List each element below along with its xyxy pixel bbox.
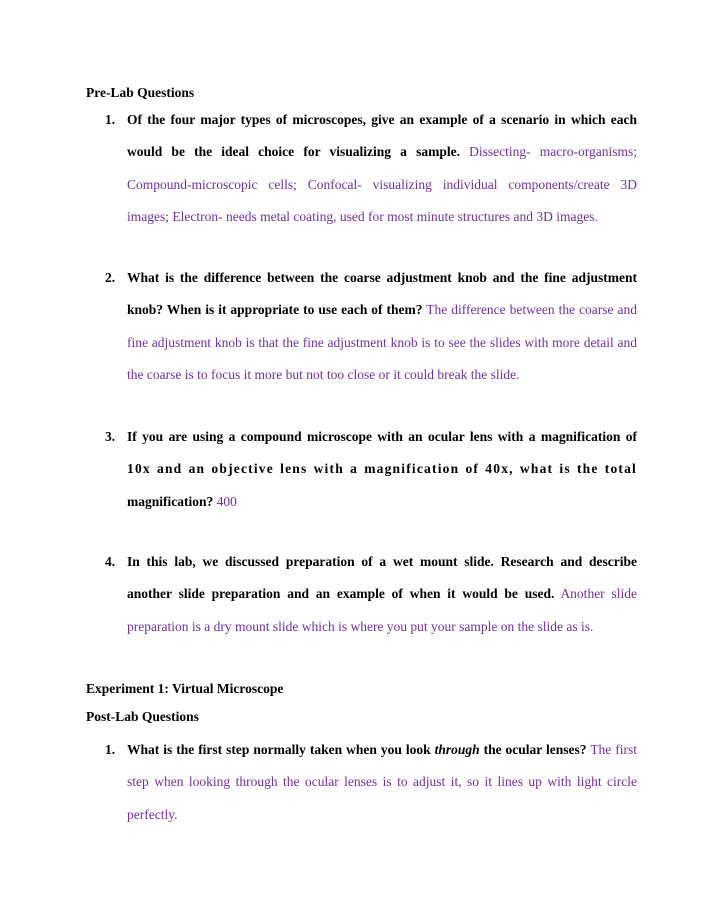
answer-text: 400 [216,493,237,509]
prelab-question-3 [86,429,637,518]
prelab-question-1 [86,112,637,234]
question-number: 3. [105,429,116,444]
postlab-heading: Post-Lab Questions [86,709,199,724]
answer-text: The first step when looking through the ocular lenses is to adjust it, so it lines up with light circle perfectly. [127,742,637,822]
question-number: 4. [105,554,116,569]
question-text: In this lab, we discussed preparation of a wet mount slide. Research and describe another slide preparation and an example of when it would be used. [127,554,637,602]
answer-text: The difference between the coarse and fine adjustment knob is that the fine adjustment knob is to see the slides with more detail and the coarse is to focus it more but not too close or it could break the slide. [127,302,637,383]
experiment-heading: Experiment 1: Virtual Microscope [86,681,284,696]
question-body [127,546,637,643]
question-text: Of the four major types of microscopes, give an example of a scenario in which each would be the ideal choice for visualizing a sample. [127,112,637,160]
postlab-question-1 [86,742,637,831]
question-body [127,104,637,234]
question-number: 1. [105,742,116,757]
question-text-line-3: magnification? [127,493,214,509]
question-body [127,421,637,518]
question-text-line-2: 10x and an objective lens with a magnification of 40x, what is the total [127,461,637,477]
question-text: What is the difference between the coarse adjustment knob and the fine adjustment knob? When is it appropriate to use each of them? [127,270,637,318]
question-text-before: What is the first step normally taken when you look [127,742,435,757]
question-number: 1. [105,112,116,127]
question-text-line-1: If you are using a compound microscope with an ocular lens with a magnification of [127,429,637,444]
question-text-emphasis: through [434,742,480,757]
answer-text: Dissecting- macro-organisms; Compound-microscopic cells; Confocal- visualizing individual components/create 3D images; Electron- needs metal coating, used for most minute structures and 3D images. [127,144,638,225]
answer-text: Another slide preparation is a dry mount slide which is where you put your sample on the slide as is. [127,586,637,634]
prelab-heading: Pre-Lab Questions [86,85,195,100]
question-number: 2. [105,270,116,285]
question-body [127,262,637,392]
question-text-after: the ocular lenses? [479,742,587,757]
prelab-question-4 [86,554,637,643]
question-body [127,734,637,831]
prelab-question-2 [86,270,637,392]
